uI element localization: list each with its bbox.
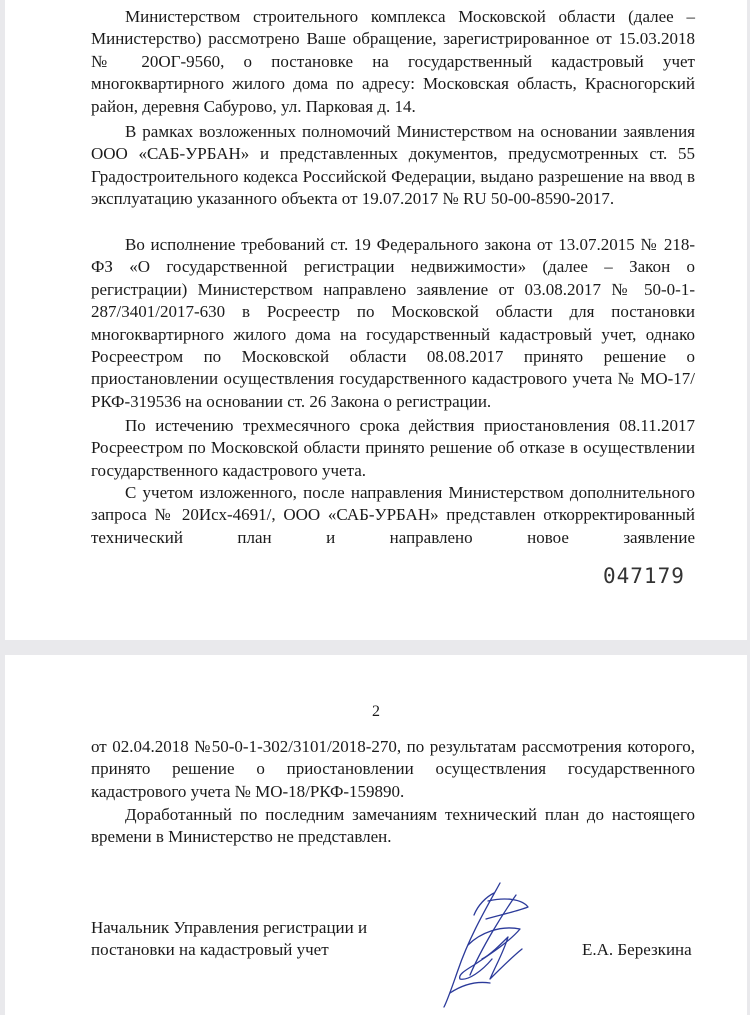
letter-page-2 bbox=[5, 655, 747, 1015]
signatory-title bbox=[91, 917, 367, 962]
page-number: 2 bbox=[372, 703, 380, 720]
paragraph-plan-not-submitted: Доработанный по последним замечаниям технический план до настоящего времени в Министерство не представлен. bbox=[91, 805, 695, 847]
signatory-title-line-1: Начальник Управления регистрации и bbox=[91, 918, 368, 937]
paragraph-request-review: Министерством строительного комплекса Московской области (далее – Министерство) рассмотрено Ваше обращение, зарегистрированное от 15.03.2018 № 20ОГ-9560, о постановке на государственный кадастровый учет многоквартирного жилого дома по адресу: Московская область, Красногорский район, деревня Сабурово, ул. Парковая д. 14. bbox=[91, 7, 695, 116]
paragraph-registration-suspension: Во исполнение требований ст. 19 Федерального закона от 13.07.2015 № 218-ФЗ «О государственной регистрации недвижимости» (далее – Закон о регистрации) Министерством направлено заявление от 03.08.2017 № 50-0-1-287/3401/2017-630 в Росреестр по Московской области для постановки многоквартирного жилого дома на государственный кадастровый учет, однако Росреестром по Московской области 08.08.2017 принято решение о приостановлении осуществления государственного кадастрового учета № МО-17/РКФ-319536 на основании ст. 26 Закона о регистрации. bbox=[91, 235, 695, 411]
letter-page-1 bbox=[5, 0, 747, 640]
signatory-title-line-2: постановки на кадастровый учет bbox=[91, 940, 329, 960]
paragraph-continued-suspension: от 02.04.2018 №50-0-1-302/3101/2018-270, по результатам рассмотрения которого, принято решение о приостановлении осуществления государственного кадастрового учета № МО-18/РКФ-159890. bbox=[91, 737, 695, 801]
handwritten-signature bbox=[430, 875, 540, 1010]
signatory-name: Е.А. Березкина bbox=[582, 940, 692, 959]
document-stamp-number: 047179 bbox=[603, 564, 685, 588]
paragraph-permit-issued: В рамках возложенных полномочий Министерством на основании заявления ООО «САБ-УРБАН» и представленных документов, предусмотренных ст. 55 Градостроительного кодекса Российской Федерации, выдано разрешение на ввод в эксплуатацию указанного объекта от 19.07.2017 № RU 50-00-8590-2017. bbox=[91, 122, 695, 209]
paragraph-new-application: С учетом изложенного, после направления Министерством дополнительного запроса № 20Исх-4691/, ООО «САБ-УРБАН» представлен откорректированный технический план и направлено новое заявление bbox=[91, 483, 695, 547]
paragraph-refusal: По истечению трехмесячного срока действия приостановления 08.11.2017 Росреестром по Московской области принято решение об отказе в осуществлении государственного кадастрового учета. bbox=[91, 416, 695, 480]
